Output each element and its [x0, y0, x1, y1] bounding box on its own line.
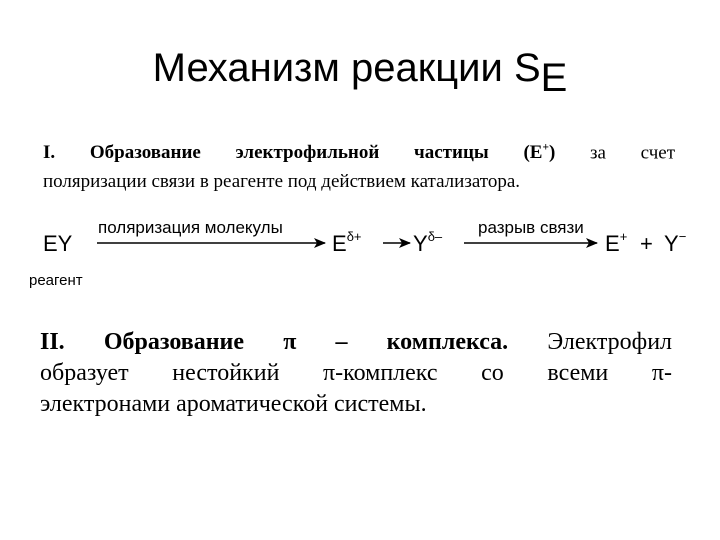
section-1-line-2: поляризации связи в реагенте под действием катализатора.	[43, 171, 521, 193]
reactant-ey: EY	[43, 231, 73, 256]
section-1-line-1	[43, 134, 675, 167]
arrow-1-label: поляризация молекулы	[98, 218, 283, 237]
arrow-2-label: разрыв связи	[478, 218, 584, 237]
section-2-line-1-rest: Электрофил	[547, 329, 673, 355]
ion-e-plus: E+	[605, 229, 628, 256]
polarized-y: $Y^{\delta-}$	[413, 229, 443, 256]
title-main: Механизм реакции S	[152, 46, 541, 90]
title-subscript: E	[540, 56, 568, 100]
section-1-heading-end: )	[548, 142, 556, 164]
ion-y-minus: Y−	[664, 229, 687, 256]
section-2-line-2: образует нестойкий π-комплекс со всеми π-	[40, 360, 672, 386]
section-2-line-3: электронами ароматической системы.	[40, 391, 427, 417]
section-1-heading-sup: +	[542, 142, 549, 154]
section-1-text	[43, 134, 675, 196]
reactant-label: реагент	[29, 272, 83, 289]
polarized-e: $E^{\delta+}$	[332, 229, 362, 256]
section-2-line-1	[40, 327, 672, 358]
slide-title	[0, 46, 720, 100]
section-2-heading: II. Образование π – комплекса.	[40, 329, 509, 355]
section-2-text	[40, 327, 672, 420]
section-1-line-1-rest: за счет	[590, 142, 675, 164]
plus-sign: +	[640, 231, 653, 256]
section-1-heading-text: I. Образование электрофильной частицы (E	[43, 142, 543, 164]
section-1-heading	[43, 142, 555, 163]
reaction-scheme	[0, 205, 720, 305]
